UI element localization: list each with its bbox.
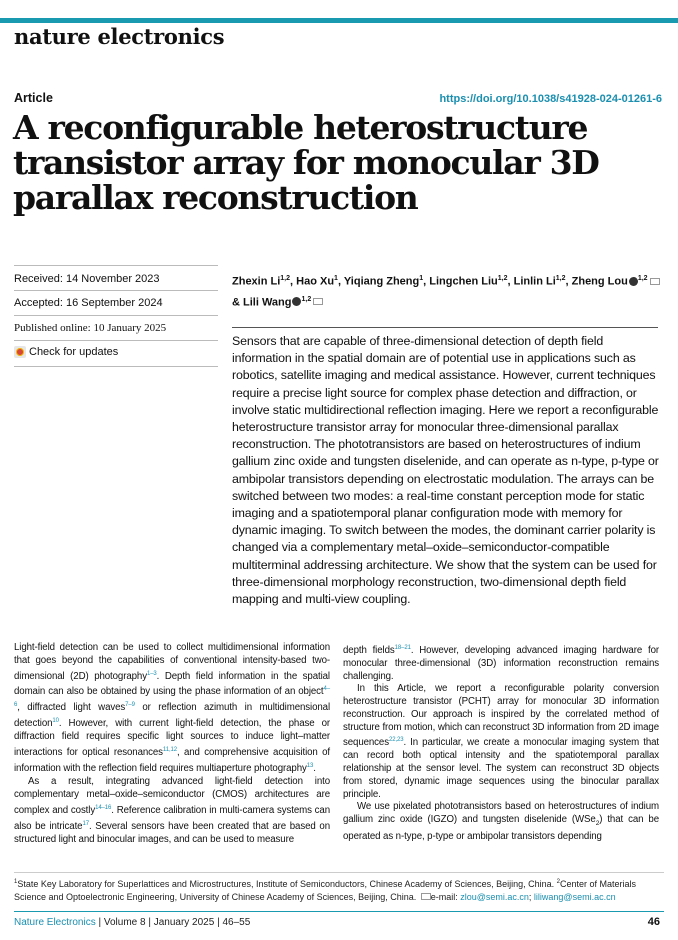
- text-run: . Several sensors have been created that are based on structured light and binocular images, and can be used to measure: [14, 820, 330, 845]
- affiliation-number: 1: [14, 879, 18, 885]
- abstract-rule: [232, 327, 658, 328]
- affiliation-1: State Key Laboratory for Superlattices and Microstructures, Institute of Semiconductors, Chinese Academy of Sciences, Beijing, China.: [17, 879, 557, 889]
- author-name[interactable]: Lili Wang: [243, 296, 292, 309]
- paper-title: A reconfigurable heterostructure transistor array for monocular 3D parallax reconstruction: [13, 108, 599, 217]
- divider: [14, 315, 218, 316]
- article-type-label: Article: [14, 91, 53, 105]
- text-run: , diffracted light waves: [17, 702, 126, 714]
- text-run: Light-field detection can be used to collect multidimensional information that goes beyond the capabilities of conventional intensity-based two-dimensional (2D) photography: [14, 642, 330, 682]
- author-affiliation: 1,2: [555, 275, 566, 282]
- crossmark-icon: [14, 346, 26, 358]
- body-paragraph: [14, 776, 330, 846]
- body-paragraph: [343, 801, 659, 843]
- author-affiliation: 1: [419, 275, 424, 282]
- author-separator: ,: [565, 275, 572, 288]
- author-name[interactable]: Hao Xu: [296, 275, 335, 288]
- citation-ref[interactable]: 7–9: [125, 702, 135, 709]
- email-separator: ;: [528, 891, 534, 902]
- footer-volume: | Volume 8 | January 2025 | 46–55: [95, 917, 251, 928]
- email-link-liliwang[interactable]: liliwang@semi.ac.cn: [533, 891, 616, 902]
- citation-ref[interactable]: 4–6: [14, 686, 330, 709]
- body-paragraph: [343, 642, 659, 683]
- text-run: In this Article, we report a reconfigurable polarity conversion heterostructure transistor (PCHT) array for monocular 3D information reconstruction. Our approach is inspired by the correlated method of structure from motion, which can reconstruct 3D information from 2D image sequences: [343, 683, 659, 749]
- footer-citation: [14, 917, 250, 928]
- divider: [14, 290, 218, 291]
- text-run: . However, with current light-field detection, the phase or diffraction field requires specific light sources to induce light–matter interactions for optical resonances: [14, 718, 330, 759]
- citation-ref[interactable]: 1–3: [146, 670, 157, 677]
- divider: [14, 265, 218, 266]
- text-run: , and comprehensive acquisition of information with the reflection field requires multiaperture photography: [14, 747, 330, 775]
- citation-ref[interactable]: 14–16: [95, 804, 112, 811]
- author-separator: &: [232, 296, 243, 309]
- author-name[interactable]: Yiqiang Zheng: [343, 275, 420, 288]
- text-run: . Reference calibration in multi-camera systems can also be intricate: [14, 804, 330, 832]
- affiliation-number: 2: [556, 879, 560, 885]
- footer-journal[interactable]: Nature Electronics: [14, 917, 96, 928]
- author-affiliation: 1,2: [280, 275, 291, 282]
- text-run: As a result, integrating advanced light-field detection into complementary metal–oxide–semiconductor (CMOS) architectures are complex and costly: [14, 776, 330, 816]
- page-number: 46: [647, 916, 660, 928]
- citation-ref[interactable]: 17: [82, 820, 89, 827]
- text-run: . Depth field information in the spatial domain can also be obtained by using the phase information of an object: [14, 670, 330, 698]
- mail-icon[interactable]: [313, 298, 323, 305]
- author-separator: ,: [337, 275, 344, 288]
- text-run: We use pixelated phototransistors based on heterostructures of indium gallium zinc oxide (IGZO) and tungsten diselenide (WSe: [343, 801, 659, 826]
- footer-rule: [14, 911, 664, 912]
- affiliations-footnote: [14, 876, 664, 903]
- body-paragraph: [343, 683, 659, 801]
- published-date: Published online: 10 January 2025: [14, 322, 167, 334]
- citation-ref[interactable]: 22,23: [388, 737, 404, 744]
- body-paragraph: [14, 642, 330, 776]
- text-run: ) that can be operated as n-type, p-type or ambipolar transistors depending: [343, 814, 660, 842]
- journal-logo: nature electronics: [14, 24, 225, 49]
- citation-ref[interactable]: 18–21: [394, 645, 411, 651]
- footnote-rule: [14, 872, 664, 873]
- author-affiliation: 1,2: [637, 275, 648, 282]
- divider: [14, 340, 218, 341]
- author-affiliation: 1: [334, 275, 338, 282]
- doi-link[interactable]: https://doi.org/10.1038/s41928-024-01261-6: [439, 93, 662, 105]
- accepted-date: Accepted: 16 September 2024: [14, 297, 163, 309]
- affiliation-2: Center of Materials Science and Optoelectronic Engineering, University of Chinese Academy of Sciences, Beijing, China.: [14, 879, 636, 902]
- citation-ref[interactable]: 11,12: [162, 747, 177, 754]
- citation-ref[interactable]: 10: [52, 718, 59, 725]
- mail-icon: [421, 893, 431, 900]
- email-link-zlou[interactable]: zlou@semi.ac.cn: [460, 891, 529, 902]
- mail-icon[interactable]: [650, 278, 660, 285]
- author-name[interactable]: Zheng Lou: [571, 275, 628, 288]
- divider: [14, 366, 218, 367]
- abstract: Sensors that are capable of three-dimensional detection of depth field information in the spatial domain are of potential use in applications such as robotics, satellite imaging and medical assistance. However, current techniques require a precise light source for complex phase detection and diffraction, or involve static multidirectional reflection imaging. Here we report a reconfigurable heterostructure transistor array for monocular three-dimensional parallax reconstruction. The phototransistors are based on heterostructures of indium gallium zinc oxide and tungsten diselenide, and can operate as n-type, p-type or ambipolar transistors depending on electrostatic modulation. The arrays can be switched between two modes: a real-time constant perception mode for static imaging and a spatiotemporal planar configuration mode with memory for dynamic imaging. To switch between the modes, the dominant carrier polarity is changed via a complementary metal–oxide–semiconductor-compatible multiterminal addressing architecture. We show that the system can be used for three-dimensional morphology reconstruction, two-dimensional depth field mapping and multi-view coupling.: [232, 334, 659, 607]
- orcid-icon[interactable]: [629, 277, 638, 286]
- author-affiliation: 1,2: [497, 275, 508, 282]
- check-updates-label: Check for updates: [29, 346, 119, 358]
- body-column-left: [14, 642, 330, 846]
- received-date: Received: 14 November 2023: [14, 273, 160, 285]
- text-run: .: [313, 763, 316, 775]
- top-accent-bar: [0, 18, 678, 23]
- text-run: or reflection azimuth in multidimensional detection: [14, 702, 330, 730]
- subscript: 2: [595, 820, 600, 828]
- author-name[interactable]: Zhexin Li: [232, 275, 281, 288]
- author-separator: ,: [290, 275, 297, 288]
- text-run: . However, developing advanced imaging hardware for monocular three-dimensional (3D) information reconstruction remains challenging.: [343, 645, 659, 682]
- author-list: [232, 270, 664, 311]
- citation-ref[interactable]: 13: [306, 763, 314, 770]
- text-run: depth fields: [343, 645, 395, 657]
- check-updates-button[interactable]: [14, 346, 118, 358]
- body-column-right: [343, 642, 659, 844]
- author-name[interactable]: Linlin Li: [513, 275, 556, 288]
- author-separator: ,: [423, 275, 430, 288]
- text-run: . In particular, we create a monocular imaging system that can record both optical intensity and the spatiotemporal parallax relationship at the sensor level. The system can reconstruct 3D objects from stored, dynamic image sequences using the binocular parallax principle.: [343, 737, 659, 800]
- author-affiliation: 1,2: [301, 295, 312, 303]
- author-separator: ,: [507, 275, 514, 288]
- author-name[interactable]: Lingchen Liu: [429, 275, 498, 288]
- email-label: e-mail:: [430, 891, 461, 902]
